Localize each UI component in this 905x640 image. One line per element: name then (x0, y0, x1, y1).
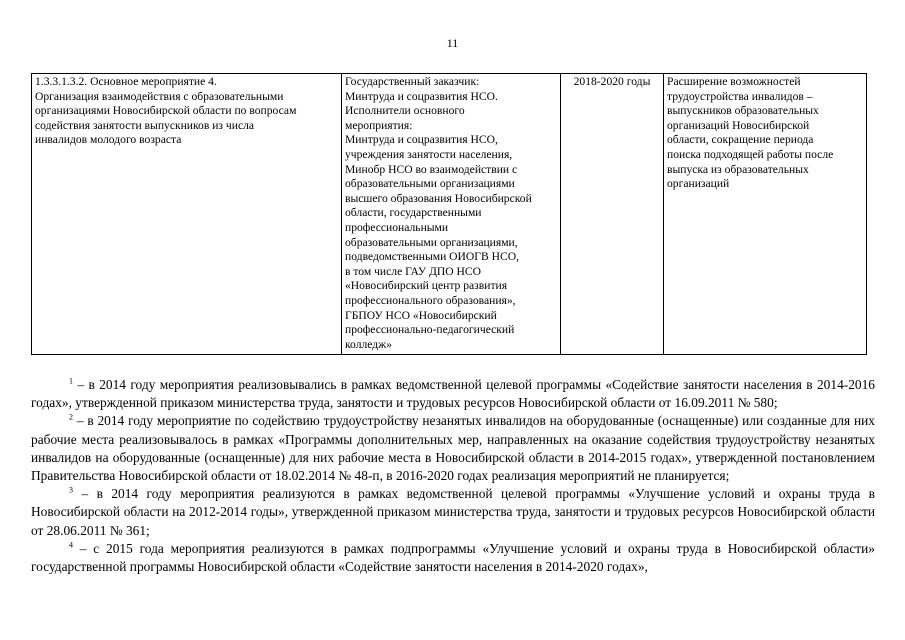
result-line: организаций Новосибирской (667, 118, 810, 132)
result-line: Расширение возможностей (667, 75, 801, 88)
event-cell (32, 74, 342, 355)
executor-cell (342, 74, 561, 355)
executor-line: образовательными организациями, (345, 235, 518, 249)
executor-line: Государственный заказчик: (345, 75, 480, 88)
result-line: поиска подходящей работы после (667, 147, 834, 161)
executor-line: профессионально-педагогический (345, 323, 515, 337)
footnotes (31, 376, 875, 576)
executor-line: «Новосибирский центр развития (345, 279, 508, 293)
executor-line: учреждения занятости населения, (345, 147, 513, 161)
executor-line: мероприятия: (345, 118, 413, 132)
executor-line: профессиональными (345, 220, 449, 234)
executor-line: Минтруда и соцразвития НСО. (345, 89, 498, 103)
executor-line: ГБПОУ НСО «Новосибирский (345, 308, 497, 322)
result-line: выпуска из образовательных (667, 162, 809, 176)
footnote (31, 376, 875, 412)
footnote (31, 485, 875, 540)
footnote-text: – в 2014 году мероприятия реализовывались в рамках ведомственной целевой программы «Содействие занятости населения в 2014-2016 годах», утвержденной приказом министерства труда, занятости и трудовых ресурсов Новосибирской области от 16.09.2011 № 580; (31, 377, 875, 411)
executor-line: Исполнители основного (345, 104, 465, 118)
table-row (32, 74, 867, 355)
result-line: трудоустройства инвалидов – (667, 89, 813, 103)
period-cell (561, 74, 664, 355)
executor-line: Минтруда и соцразвития НСО, (345, 133, 498, 147)
footnote (31, 412, 875, 485)
footnote-text: – с 2015 года мероприятия реализуются в рамках подпрограммы «Улучшение условий и охраны труда в Новосибирской области» государственной программы Новосибирской области «Содействие занятости населения в 2014-2020 годах», (31, 540, 875, 575)
event-line: содействия занятости выпускников из числа (35, 118, 255, 132)
executor-line: высшего образования Новосибирской (345, 191, 532, 205)
executor-line: области, государственными (345, 206, 482, 220)
activity-table (31, 73, 867, 355)
footnote-text: – в 2014 году мероприятие по содействию трудоустройству незанятых инвалидов на оборудованные (оснащенные) или созданные для них рабочие места реализовывалось в рамках «Программы дополнительных мер, направленных на оказание содействия трудоустройству незанятых инвалидов на оборудованные (оснащенные) для них рабочие места в Новосибирской области в 2014-2015 годах», утвержденной постановлением Правительства Новосибирской области от 18.02.2014 № 48-п, в 2016-2020 годах реализация мероприятий не планируется; (31, 413, 875, 484)
executor-line: колледж» (345, 337, 392, 351)
executor-line: Минобр НСО во взаимодействии с (345, 162, 518, 176)
footnote-mark: 4 (69, 540, 73, 550)
footnote-mark: 1 (69, 376, 73, 386)
event-line: Организация взаимодействия с образовательными (35, 89, 284, 103)
footnote (31, 540, 875, 576)
footnote-mark: 2 (69, 412, 73, 422)
page-number: 11 (446, 36, 459, 50)
footnote-mark: 3 (69, 485, 73, 495)
result-line: выпускников образовательных (667, 104, 819, 118)
event-line: инвалидов молодого возраста (35, 133, 182, 147)
result-line: организаций (667, 177, 730, 191)
period-text: 2018-2020 годы (573, 75, 651, 88)
executor-line: образовательными организациями (345, 177, 515, 191)
result-cell (664, 74, 867, 355)
result-line: области, сокращение периода (667, 133, 814, 147)
event-line: организациями Новосибирской области по вопросам (35, 104, 297, 118)
event-line: 1.3.3.1.3.2. Основное мероприятие 4. (35, 75, 217, 88)
executor-line: подведомственными ОИОГВ НСО, (345, 250, 520, 264)
footnote-text: – в 2014 году мероприятия реализуются в рамках ведомственной целевой программы «Улучшение условий и охраны труда в Новосибирской области на 2012-2014 годы», утвержденной приказом министерства труда, занятости и трудовых ресурсов Новосибирской области от 28.06.2011 № 361; (31, 486, 875, 538)
executor-line: в том числе ГАУ ДПО НСО (345, 264, 482, 278)
executor-line: профессионального образования», (345, 293, 516, 307)
